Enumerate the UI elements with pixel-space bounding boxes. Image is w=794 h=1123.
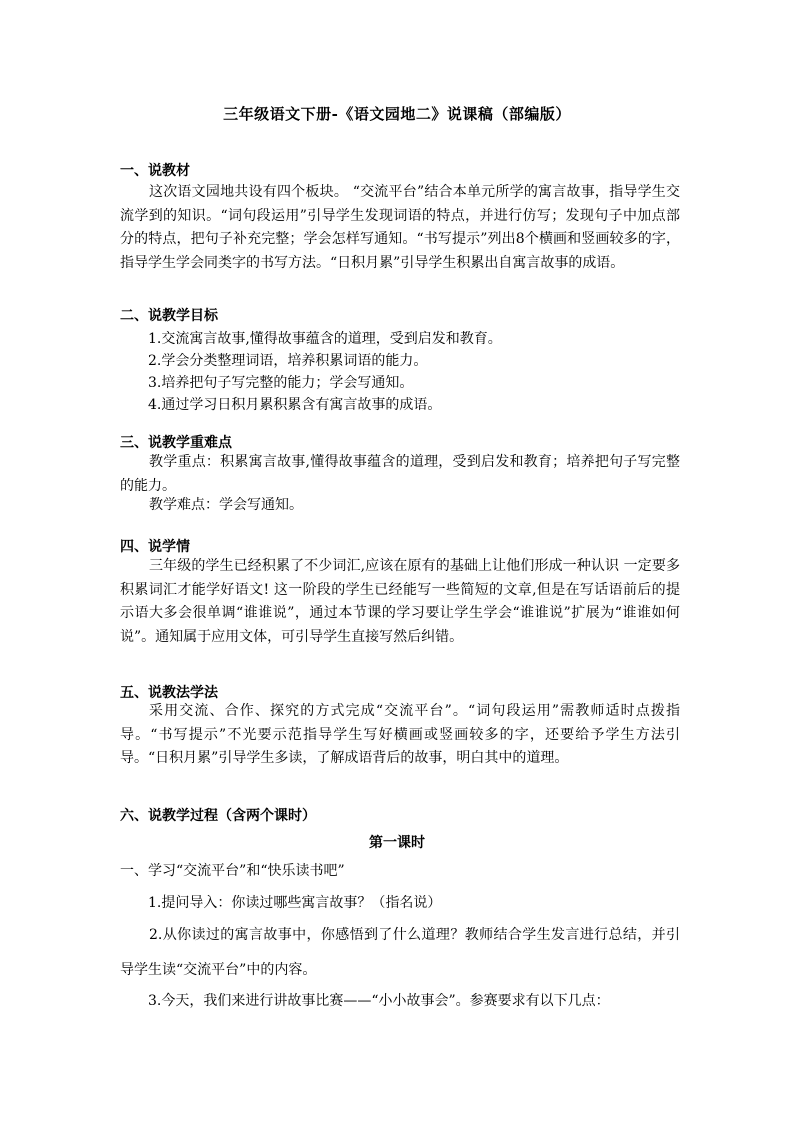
section-textbook-paragraph: 这次语文园地共设有四个板块。 “交流平台”结合本单元所学的寓言故事，指导学生交流学到的知识。“词句段运用”引导学生发现词语的特点，并进行仿写；发现句子中加点部分的特点，把句子补充完整；学会怎样写通知。“书写提示”列出8个横画和竖画较多的字，指导学生学会同类字的书写方法。“日积月累”引导学生积累出自寓言故事的成语。: [120, 184, 680, 271]
section-heading-methods: 五、说教法学法: [120, 685, 218, 701]
difficult-points-paragraph: 教学难点：学会写通知。: [149, 497, 303, 513]
lesson-heading: 第一课时: [369, 835, 425, 851]
section-heading-key-points: 三、说教学重难点: [120, 435, 232, 451]
section-heading-students: 四、说学情: [120, 539, 190, 555]
document-title: 三年级语文下册-《语文园地二》说课稿（部编版）: [223, 105, 571, 123]
students-paragraph: 三年级的学生已经积累了不少词汇,应该在原有的基础上让他们形成一种认识 一定要多积累词汇才能学好语文! 这一阶段的学生已经能写一些简短的文章,但是在写话语前后的提示语大多会很单调“谁谁说”，通过本节课的学习要让学生学会“谁谁说”扩展为“谁谁如何说”。通知属于应用文体，可引导学生直接写然后纠错。: [120, 558, 680, 645]
process-step-2: 2.从你读过的寓言故事中，你感悟到了什么道理？教师结合学生发言进行总结，并引导学生读“交流平台”中的内容。: [120, 927, 680, 978]
process-step-3: 3.今天，我们来进行讲故事比赛——“小小故事会”。参赛要求有以下几点：: [148, 993, 610, 1009]
goal-item-3: 3.培养把句子写完整的能力；学会写通知。: [148, 375, 414, 391]
section-heading-textbook: 一、说教材: [120, 163, 190, 179]
goal-item-2: 2.学会分类整理词语，培养积累词语的能力。: [148, 353, 428, 369]
section-heading-process: 六、说教学过程（含两个课时）: [120, 808, 316, 824]
goal-item-4: 4.通过学习日积月累积累含有寓言故事的成语。: [148, 397, 442, 413]
goal-item-1: 1.交流寓言故事,懂得故事蕴含的道理，受到启发和教育。: [148, 331, 502, 347]
process-step-1: 1.提问导入：你读过哪些寓言故事？（指名说）: [148, 895, 442, 911]
methods-paragraph: 采用交流、合作、探究的方式完成“交流平台”。“词句段运用”需教师适时点拨指导。“书写提示”不光要示范指导学生写好横画或竖画较多的字，还要给予学生方法引导。“日积月累”引导学生多读，了解成语背后的故事，明白其中的道理。: [120, 703, 680, 766]
key-points-paragraph: 教学重点：积累寓言故事,懂得故事蕴含的道理，受到启发和教育；培养把句子写完整的能力。: [120, 454, 680, 494]
section-heading-goals: 二、说教学目标: [120, 308, 218, 324]
subsection-heading: 一、学习“交流平台”和“快乐读书吧”: [120, 863, 345, 879]
